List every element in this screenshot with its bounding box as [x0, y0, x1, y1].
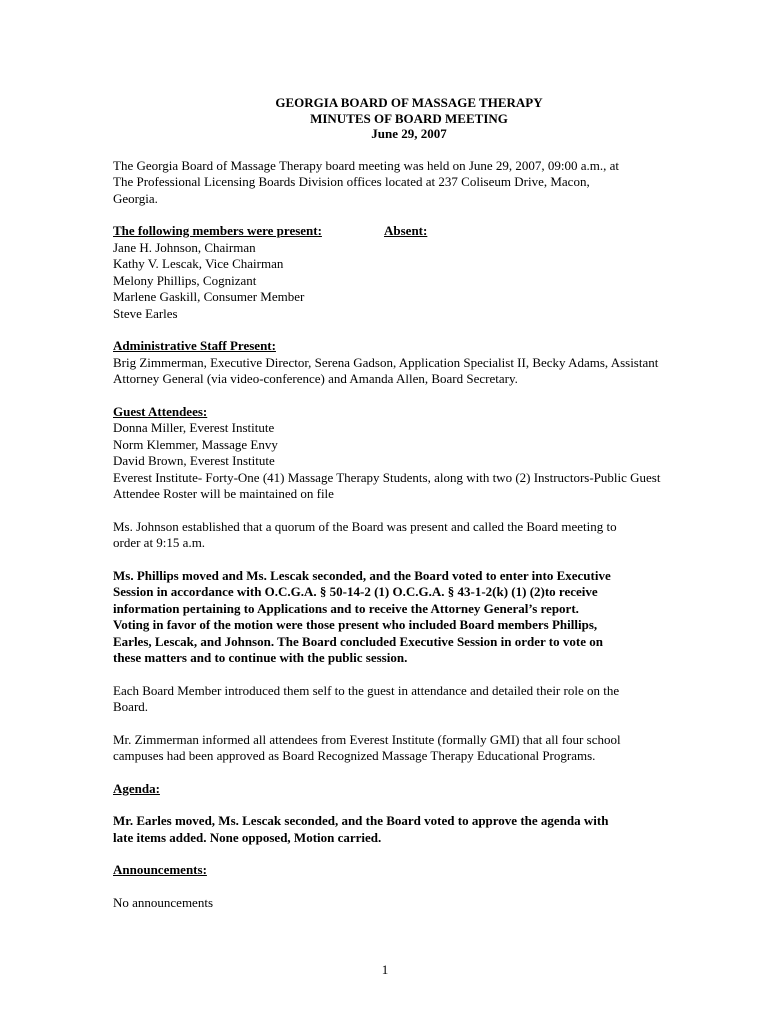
- quorum-line: Ms. Johnson established that a quorum of the Board was present and called the Board meeting to: [113, 518, 617, 534]
- announcements-section: [113, 862, 705, 879]
- agenda-heading: Agenda:: [113, 780, 160, 796]
- absent-members: [384, 223, 427, 322]
- motion-line: information pertaining to Applications and to receive the Attorney General’s report.: [113, 600, 579, 616]
- member-item: Kathy V. Lescak, Vice Chairman: [113, 256, 284, 271]
- motion-line: Voting in favor of the motion were those present who included Board members Phillips,: [113, 617, 598, 632]
- member-item: Jane H. Johnson, Chairman: [113, 239, 256, 255]
- page-content: [113, 95, 705, 911]
- member-item: Marlene Gaskill, Consumer Member: [113, 289, 305, 304]
- agenda-motion-line: Mr. Earles moved, Ms. Lescak seconded, and the Board voted to approve the agenda with: [113, 813, 609, 828]
- announcements-heading: Announcements:: [113, 862, 207, 877]
- intro-line: Georgia.: [113, 190, 158, 206]
- guests-heading: Guest Attendees:: [113, 403, 208, 419]
- agenda-motion-line: late items added. None opposed, Motion carried.: [113, 829, 382, 845]
- everest-line: campuses had been approved as Board Recognized Massage Therapy Educational Programs.: [113, 748, 596, 763]
- staff-line: Attorney General (via video-conference) and Amanda Allen, Board Secretary.: [113, 371, 518, 386]
- quorum-line: order at 9:15 a.m.: [113, 535, 206, 550]
- announcements-text: No announcements: [113, 894, 214, 910]
- motion-line: Ms. Phillips moved and Ms. Lescak seconded, and the Board voted to enter into Executive: [113, 567, 611, 583]
- staff-section: [113, 338, 705, 388]
- intro-line: The Professional Licensing Boards Division offices located at 237 Coliseum Drive, Macon,: [113, 174, 590, 189]
- guest-item: David Brown, Everest Institute: [113, 453, 275, 468]
- executive-session-motion: [113, 568, 658, 667]
- staff-line: Brig Zimmerman, Executive Director, Serena Gadson, Application Specialist II, Becky Adams, Assistant: [113, 354, 659, 370]
- board-title: GEORGIA BOARD OF MASSAGE THERAPY: [275, 95, 543, 110]
- page-number: 1: [381, 962, 389, 977]
- agenda-motion: [113, 813, 658, 846]
- guest-item: Attendee Roster will be maintained on file: [113, 486, 334, 501]
- guest-item: Everest Institute- Forty-One (41) Massage Therapy Students, along with two (2) Instructors-Public Guest: [113, 469, 661, 485]
- staff-heading: Administrative Staff Present:: [113, 338, 276, 353]
- introductions-line: Each Board Member introduced them self to the guest in attendance and detailed their role on the: [113, 682, 620, 698]
- introductions-line: Board.: [113, 699, 149, 714]
- intro-line: The Georgia Board of Massage Therapy board meeting was held on June 29, 2007, 09:00 a.m., at: [113, 157, 620, 173]
- present-members: [113, 223, 384, 322]
- quorum-paragraph: [113, 519, 705, 552]
- minutes-title: MINUTES OF BOARD MEETING: [310, 110, 508, 126]
- members-section: [113, 223, 705, 322]
- absent-heading: Absent:: [384, 223, 428, 238]
- introductions-paragraph: [113, 683, 705, 716]
- everest-paragraph: [113, 732, 705, 765]
- motion-line: Earles, Lescak, and Johnson. The Board concluded Executive Session in order to vote on: [113, 633, 603, 649]
- meeting-date: June 29, 2007: [371, 126, 447, 141]
- guest-item: Norm Klemmer, Massage Envy: [113, 436, 278, 452]
- document-heading: [113, 95, 705, 142]
- motion-line: Session in accordance with O.C.G.A. § 50-14-2 (1) O.C.G.A. § 43-1-2(k) (1) (2)to receive: [113, 584, 598, 599]
- everest-line: Mr. Zimmerman informed all attendees from Everest Institute (formally GMI) that all four school: [113, 731, 621, 747]
- announcements-body: [113, 895, 705, 912]
- agenda-section: [113, 781, 705, 798]
- member-item: Steve Earles: [113, 305, 178, 321]
- motion-line: these matters and to continue with the public session.: [113, 650, 408, 665]
- guests-section: [113, 404, 705, 503]
- present-heading: The following members were present:: [113, 223, 322, 238]
- member-item: Melony Phillips, Cognizant: [113, 272, 257, 288]
- guest-item: Donna Miller, Everest Institute: [113, 420, 275, 435]
- intro-paragraph: [113, 158, 705, 208]
